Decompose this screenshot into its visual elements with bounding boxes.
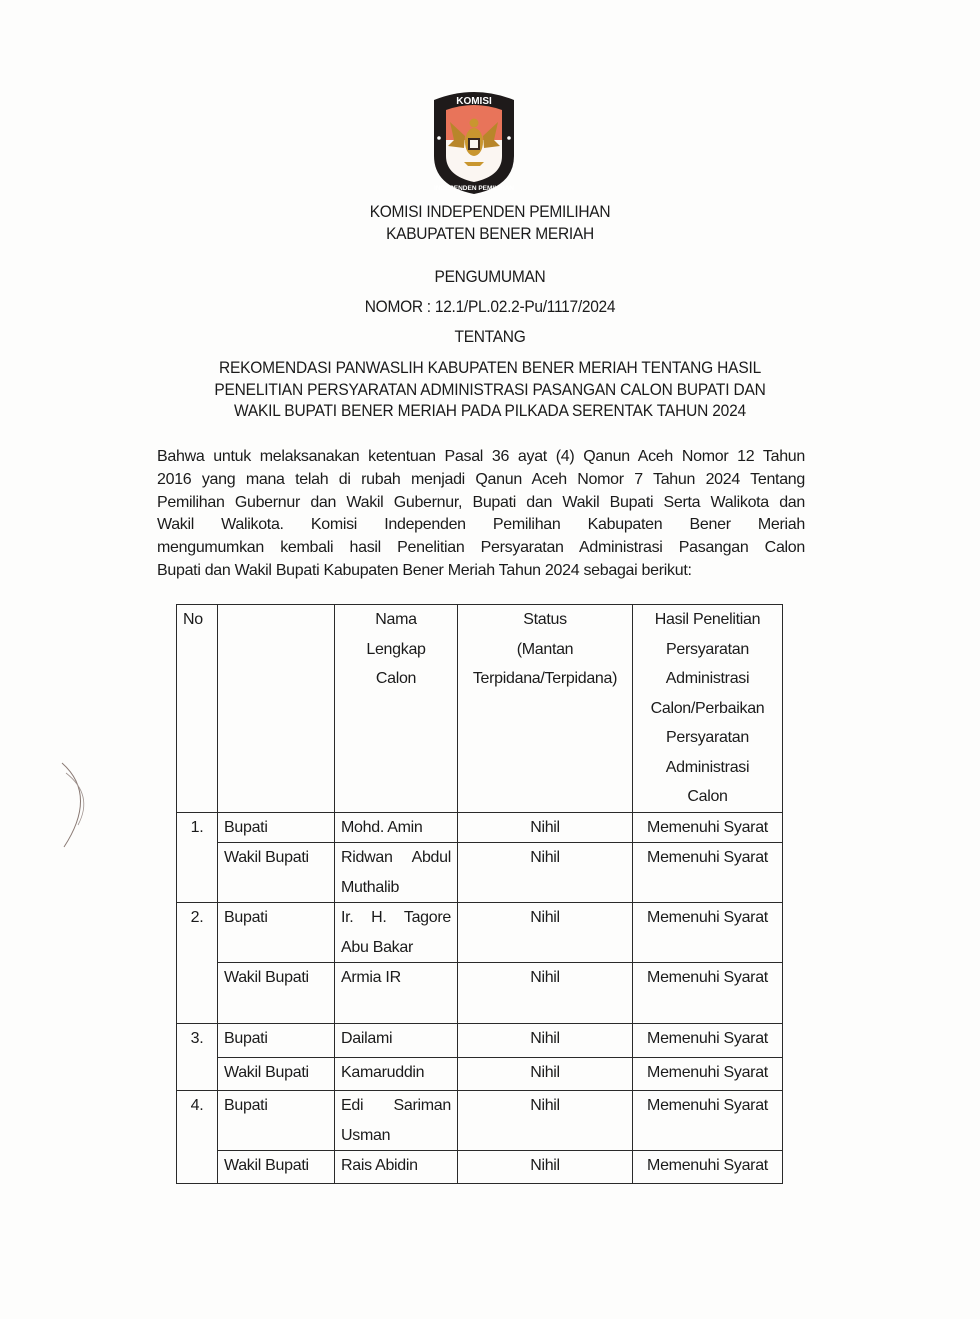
header-result bbox=[633, 605, 783, 813]
table-row bbox=[177, 1058, 783, 1091]
header-no: No bbox=[177, 605, 218, 813]
candidate-result: Memenuhi Syarat bbox=[633, 1024, 783, 1058]
candidate-position: Wakil Bupati bbox=[218, 843, 335, 903]
logo-top-text: KOMISI bbox=[456, 96, 492, 107]
about-label: TENTANG bbox=[454, 328, 526, 346]
candidate-status: Nihil bbox=[458, 903, 633, 963]
candidate-result: Memenuhi Syarat bbox=[633, 903, 783, 963]
name-line: Usman bbox=[341, 1126, 391, 1144]
header-status-line: Terpidana/Terpidana) bbox=[472, 670, 618, 687]
candidate-name: Rais Abidin bbox=[335, 1151, 458, 1184]
paragraph-line: mengumumkan kembali hasil Penelitian Persyaratan Administrasi Pasangan Calon bbox=[157, 539, 805, 557]
paper-margin-mark-icon bbox=[58, 755, 98, 855]
candidate-name: Dailami bbox=[335, 1024, 458, 1058]
table-row bbox=[177, 812, 783, 843]
subject-line: PENELITIAN PERSYARATAN ADMINISTRASI PASANGAN CALON BUPATI DAN bbox=[214, 380, 766, 399]
paragraph-line: Bupati dan Wakil Bupati Kabupaten Bener Meriah Tahun 2024 sebagai berikut: bbox=[157, 561, 692, 579]
header-result-line: Administrasi bbox=[665, 758, 750, 776]
name-line: Edi Sariman bbox=[341, 1097, 451, 1114]
candidate-position: Bupati bbox=[218, 812, 335, 843]
header-result-line: Calon bbox=[687, 788, 728, 805]
logo-ring-text: INDEPENDEN PEMILIHAN bbox=[433, 185, 515, 192]
kip-logo-icon bbox=[424, 86, 524, 196]
paragraph-line: Bahwa untuk melaksanakan ketentuan Pasal 36 ayat (4) Qanun Aceh Nomor 12 Tahun bbox=[157, 448, 805, 465]
name-line: Muthalib bbox=[341, 878, 400, 896]
candidate-name: Armia IR bbox=[335, 963, 458, 1024]
paragraph-line: Pemilihan Gubernur dan Wakil Gubernur, Bupati dan Wakil Bupati Serta Walikota dan bbox=[157, 493, 805, 511]
name-line: Ir. H. Tagore bbox=[341, 909, 451, 926]
pair-number: 2. bbox=[177, 903, 218, 1024]
header-status-line: Status bbox=[523, 611, 567, 628]
candidate-name: Mohd. Amin bbox=[335, 812, 458, 843]
candidate-status: Nihil bbox=[458, 963, 633, 1024]
header-result-line: Calon/Perbaikan bbox=[650, 699, 765, 717]
candidate-results-table bbox=[176, 604, 783, 1184]
candidate-result: Memenuhi Syarat bbox=[633, 963, 783, 1024]
candidate-result: Memenuhi Syarat bbox=[633, 1151, 783, 1184]
pair-number: 4. bbox=[177, 1091, 218, 1184]
table-row bbox=[177, 963, 783, 1024]
header-name-line: Nama bbox=[375, 611, 417, 628]
body-paragraph bbox=[157, 446, 805, 583]
pair-number: 3. bbox=[177, 1024, 218, 1091]
candidate-status: Nihil bbox=[458, 1058, 633, 1091]
paragraph-line: Wakil Walikota. Komisi Independen Pemilihan Kabupaten Bener Meriah bbox=[157, 516, 805, 534]
organization-name: KOMISI INDEPENDEN PEMILIHAN bbox=[369, 203, 611, 221]
document-subject bbox=[150, 358, 830, 423]
paragraph-line: 2016 yang mana telah di rubah menjadi Qanun Aceh Nomor 7 Tahun 2024 Tentang bbox=[157, 470, 805, 488]
header-result-line: Hasil Penelitian bbox=[654, 611, 761, 628]
table-header-row bbox=[177, 605, 783, 813]
header-result-line: Administrasi bbox=[665, 670, 750, 687]
candidate-name bbox=[335, 903, 458, 963]
table-row bbox=[177, 843, 783, 903]
name-line: Ridwan Abdul bbox=[341, 849, 451, 866]
candidate-status: Nihil bbox=[458, 1091, 633, 1151]
candidate-name bbox=[335, 843, 458, 903]
candidate-name: Kamaruddin bbox=[335, 1058, 458, 1091]
header-name bbox=[335, 605, 458, 813]
organization-region: KABUPATEN BENER MERIAH bbox=[386, 225, 594, 243]
candidate-status: Nihil bbox=[458, 1024, 633, 1058]
header-name-line: Lengkap bbox=[366, 640, 426, 658]
candidate-position: Wakil Bupati bbox=[218, 1151, 335, 1184]
document-number: NOMOR : 12.1/PL.02.2-Pu/1117/2024 bbox=[364, 298, 616, 316]
subject-line: REKOMENDASI PANWASLIH KABUPATEN BENER MERIAH TENTANG HASIL bbox=[218, 359, 762, 377]
header-name-line: Calon bbox=[375, 670, 417, 687]
table-row bbox=[177, 1024, 783, 1058]
header-status bbox=[458, 605, 633, 813]
candidate-position: Wakil Bupati bbox=[218, 1058, 335, 1091]
header-position bbox=[218, 605, 335, 813]
candidate-status: Nihil bbox=[458, 1151, 633, 1184]
header-status-line: (Mantan bbox=[516, 640, 574, 658]
candidate-result: Memenuhi Syarat bbox=[633, 843, 783, 903]
candidate-result: Memenuhi Syarat bbox=[633, 812, 783, 843]
subject-line: WAKIL BUPATI BENER MERIAH PADA PILKADA SERENTAK TAHUN 2024 bbox=[233, 402, 746, 420]
pair-number: 1. bbox=[177, 812, 218, 903]
header-result-line: Persyaratan bbox=[666, 729, 749, 746]
candidate-status: Nihil bbox=[458, 843, 633, 903]
name-line: Abu Bakar bbox=[341, 938, 414, 956]
candidate-result: Memenuhi Syarat bbox=[633, 1091, 783, 1151]
document-type: PENGUMUMAN bbox=[434, 268, 546, 286]
candidate-result: Memenuhi Syarat bbox=[633, 1058, 783, 1091]
candidate-position: Wakil Bupati bbox=[218, 963, 335, 1024]
candidate-position: Bupati bbox=[218, 1091, 335, 1151]
candidate-name bbox=[335, 1091, 458, 1151]
candidate-position: Bupati bbox=[218, 1024, 335, 1058]
candidate-position: Bupati bbox=[218, 903, 335, 963]
table-row bbox=[177, 903, 783, 963]
candidate-status: Nihil bbox=[458, 812, 633, 843]
table-row bbox=[177, 1091, 783, 1151]
table-row bbox=[177, 1151, 783, 1184]
header-result-line: Persyaratan bbox=[666, 640, 749, 658]
